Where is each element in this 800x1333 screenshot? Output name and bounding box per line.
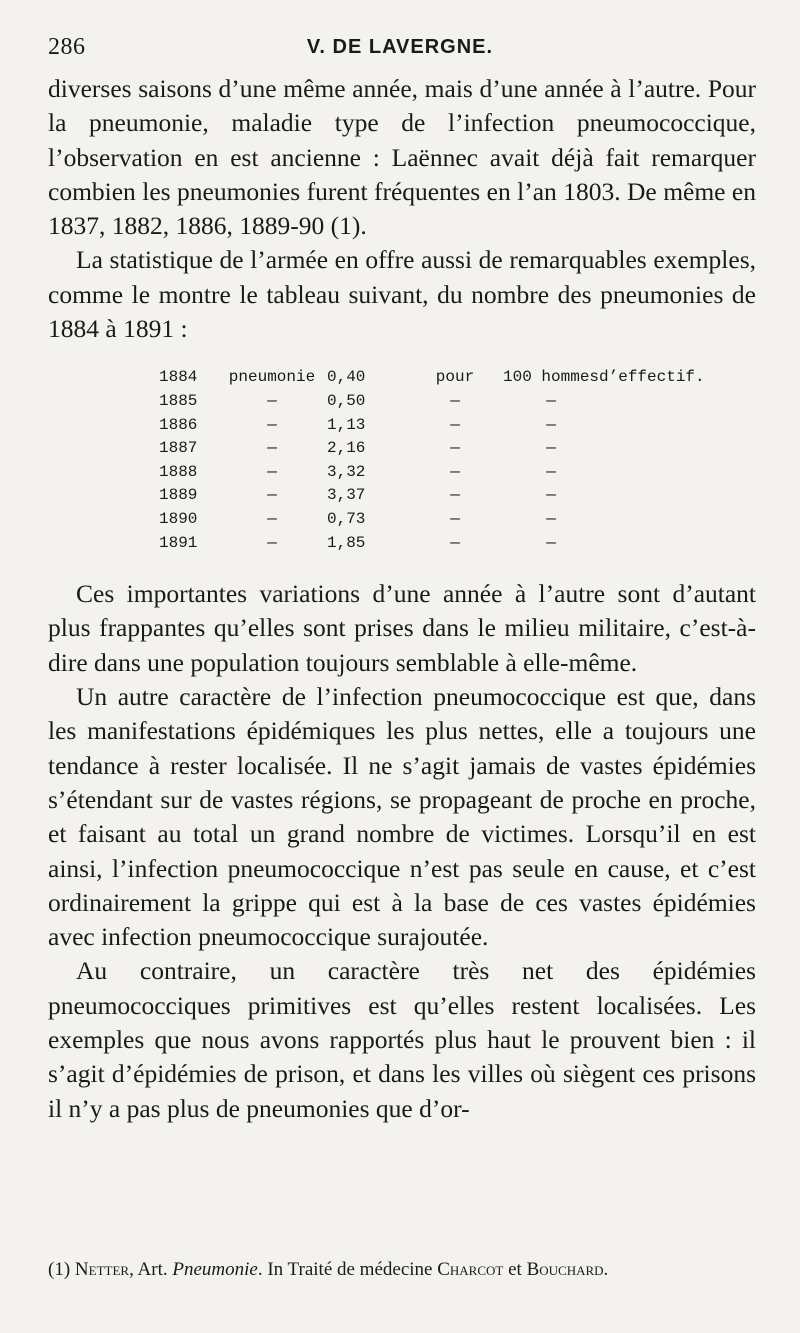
row-value: 0,40 (327, 368, 366, 387)
row-effectif: d’effectif. (599, 368, 705, 387)
row-pour: — (450, 462, 460, 481)
row-value: 1,13 (327, 415, 366, 434)
table-row (159, 437, 705, 461)
page-number: 286 (48, 34, 86, 60)
row-pour: — (450, 439, 460, 458)
row-effectif (599, 532, 705, 556)
row-hommes: — (546, 462, 556, 481)
paragraph-5: Au contraire, un caractère très net des épidémies pneumococciques primitives est qu’elles restent localisées. Les exemples que nous avons rapportés plus haut le prouvent bien : il s’agit d’épidémies de prison, et dans les villes où siègent ces prisons il n’y a pas plus de pneumonies que d’or- (48, 956, 756, 1123)
row-value: 3,37 (327, 486, 366, 505)
row-value: 0,50 (327, 391, 366, 410)
row-year: 1886 (159, 415, 198, 434)
body-text (48, 72, 756, 1126)
paragraph-3: Ces importantes variations d’une année à l’autre sont d’autant plus frappantes qu’elles sont prises dans le milieu militaire, c’est-à-dire dans une population toujours semblable à elle-même. (48, 579, 756, 677)
row-year: 1891 (159, 533, 198, 552)
footnote-title: Pneumonie (172, 1259, 258, 1280)
row-value: 3,32 (327, 462, 366, 481)
paragraph-1: diverses saisons d’une même année, mais d’une année à l’autre. Pour la pneumonie, maladie type de l’infection pneumococcique, l’observation en est ancienne : Laënnec avait déjà fait remarquer combien les pneumonies furent fréquentes en l’an 1803. De même en 1837, 1882, 1886, 1889-90 (1). (48, 74, 756, 241)
row-effectif (599, 484, 705, 508)
row-effectif (599, 390, 705, 414)
row-label: — (267, 462, 277, 481)
row-pour: pour (435, 368, 475, 387)
row-year: 1890 (159, 509, 198, 528)
row-value: 2,16 (327, 439, 366, 458)
table-row (159, 532, 705, 556)
row-value: 0,73 (327, 509, 366, 528)
table-row (159, 390, 705, 414)
row-hommes: — (546, 391, 556, 410)
row-pour: — (450, 486, 460, 505)
row-year: 1885 (159, 391, 198, 410)
row-hommes: — (546, 439, 556, 458)
row-year: 1884 (159, 368, 198, 387)
row-effectif (599, 437, 705, 461)
row-effectif (599, 414, 705, 438)
row-label: — (267, 415, 277, 434)
row-year: 1887 (159, 439, 198, 458)
row-year: 1888 (159, 462, 198, 481)
row-effectif (599, 508, 705, 532)
row-effectif (599, 461, 705, 485)
footnote-bouchard: Bouchard (526, 1259, 604, 1280)
footnote-author: Netter (74, 1259, 130, 1280)
row-label: — (267, 533, 277, 552)
row-label: — (267, 486, 277, 505)
row-pour: — (450, 391, 460, 410)
footnote-rest: . In Traité de médecine (257, 1259, 438, 1280)
table-row (159, 414, 705, 438)
row-hommes: — (546, 533, 556, 552)
row-pour: — (450, 415, 460, 434)
row-value: 1,85 (327, 533, 366, 552)
table-row (159, 508, 705, 532)
running-head: V. DE LAVERGNE. (306, 36, 494, 58)
row-label: pneumonie (228, 368, 316, 387)
row-label: — (267, 439, 277, 458)
page-header (48, 34, 752, 64)
row-hommes: — (546, 509, 556, 528)
footnote-art: , Art. (129, 1259, 173, 1280)
pneumonia-stats-table (159, 366, 705, 555)
table-row (159, 366, 705, 390)
table-row (159, 484, 705, 508)
footnote-marker: (1) (48, 1259, 71, 1280)
paragraph-4: Un autre caractère de l’infection pneumococcique est que, dans les manifestations épidémiques les plus nettes, elle a toujours une tendance à rester localisée. Il ne s’agit jamais de vastes épidémies s’étendant sur de vastes régions, se propageant de proche en proche, et faisant au total un grand nombre de victimes. Lorsqu’il en est ainsi, l’infection pneumococcique n’est pas seule en cause, et c’est ordinairement la grippe qui est à la base de ces vastes épidémies avec infection pneumococcique surajoutée. (48, 682, 756, 952)
row-hommes: — (546, 415, 556, 434)
row-pour: — (450, 509, 460, 528)
footnote-end: . (603, 1259, 609, 1280)
row-label: — (267, 391, 277, 410)
footnote (48, 1258, 756, 1282)
row-hommes: — (546, 486, 556, 505)
footnote-et: et (503, 1259, 527, 1280)
row-hommes: 100 hommes (503, 368, 600, 387)
row-pour: — (450, 533, 460, 552)
paragraph-2: La statistique de l’armée en offre aussi de remarquables exemples, comme le montre le tableau suivant, du nombre des pneumonies de 1884 à 1891 : (48, 245, 756, 344)
row-label: — (267, 509, 277, 528)
table-row (159, 461, 705, 485)
footnote-charcot: Charcot (437, 1259, 504, 1280)
row-year: 1889 (159, 486, 198, 505)
